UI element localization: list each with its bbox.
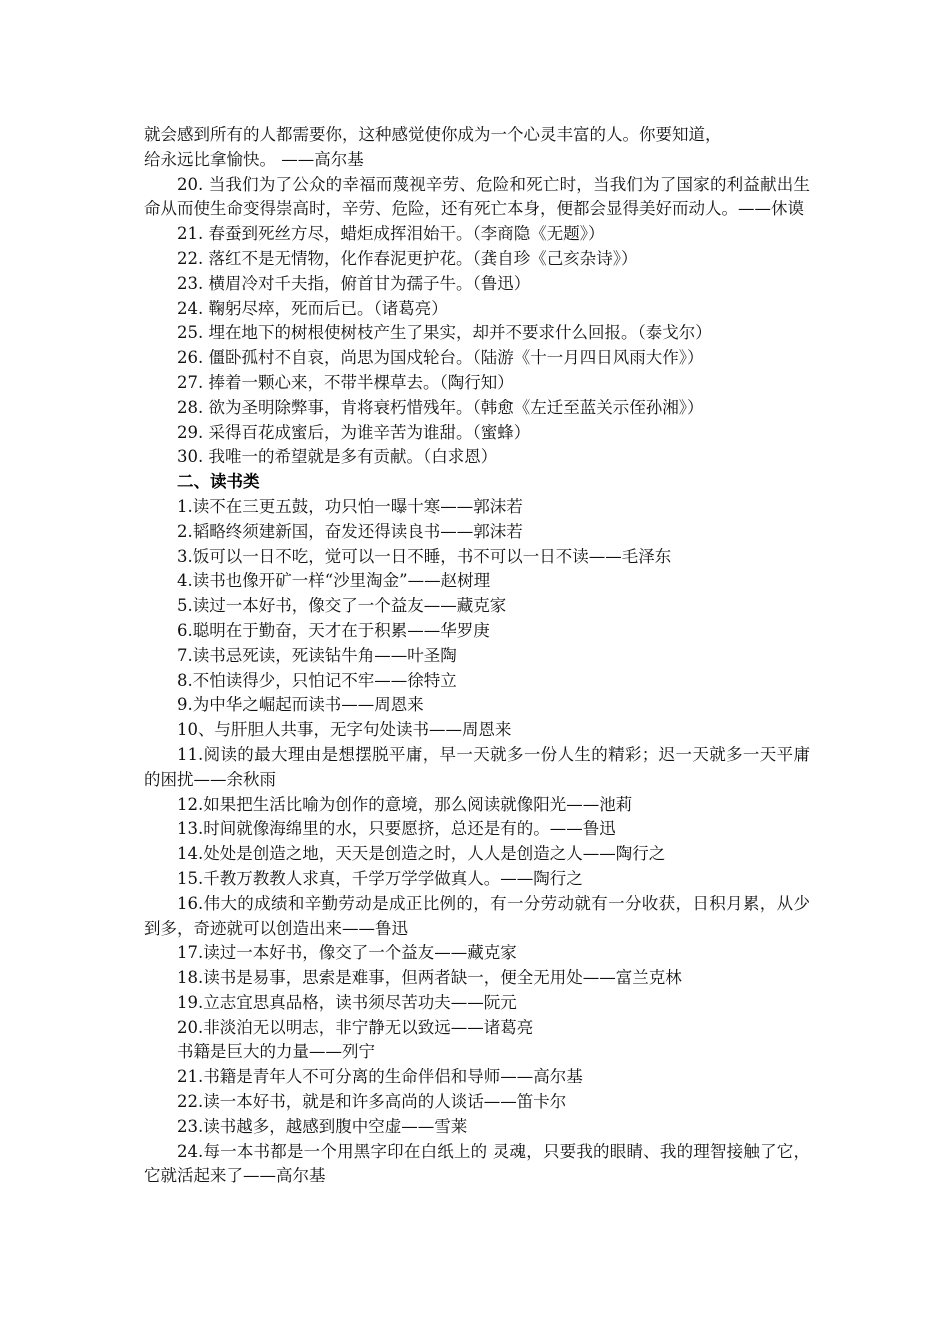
reading-quote-item: 16.伟大的成绩和辛勤劳动是成正比例的，有一分劳动就有一分收获，日积月累，从少到多，奇迹就可以创造出来——鲁迅 [144,893,810,938]
document-body [144,123,810,1189]
reading-quote-item: 8.不怕读得少，只怕记不牢——徐特立 [177,670,457,690]
reading-quote-item: 3.饭可以一日不吃，觉可以一日不睡，书不可以一日不读——毛泽东 [177,546,672,566]
reading-quote-item: 13.时间就像海绵里的水，只要愿挤，总还是有的。——鲁迅 [177,819,616,839]
reading-quote-item: 23.读书越多，越感到腹中空虚——雪莱 [177,1116,468,1136]
reading-quote-item: 21.书籍是青年人不可分离的生命伴侣和导师——高尔基 [177,1067,583,1087]
reading-quote-item: 17.读过一本好书，像交了一个益友——藏克家 [177,943,517,963]
quote-item: 20. 当我们为了公众的幸福而蔑视辛劳、危险和死亡时，当我们为了国家的利益献出生命从而使生命变得崇高时，辛劳、危险，还有死亡本身，便都会显得美好而动人。——休谟 [144,174,810,219]
quote-item: 25. 埋在地下的树根使树枝产生了果实，却并不要求什么回报。（泰戈尔） [177,323,712,343]
quote-item: 27. 捧着一颗心来，不带半棵草去。（陶行知） [177,372,514,392]
section-heading: 二、读书类 [177,472,260,492]
reading-quote-item: 24.每一本书都是一个用黑字印在白纸上的 灵魂，只要我的眼睛、我的理智接触了它，它就活起来了——高尔基 [144,1141,810,1186]
reading-quote-item: 15.千教万教教人求真，千学万学学做真人。——陶行之 [177,868,583,888]
quote-item: 22. 落红不是无情物，化作春泥更护花。（龚自珍《己亥杂诗》） [177,248,638,268]
quote-item: 24. 鞠躬尽瘁，死而后已。（诸葛亮） [177,298,448,318]
reading-quote-item: 14.处处是创造之地，天天是创造之时，人人是创造之人——陶行之 [177,844,666,864]
quote-item: 30. 我唯一的希望就是多有贡献。（白求恩） [177,447,498,467]
reading-quote-item: 6.聪明在于勤奋，天才在于积累——华罗庚 [177,620,490,640]
reading-quote-item: 书籍是巨大的力量——列宁 [177,1042,375,1062]
quote-item: 21. 春蚕到死丝方尽，蜡炬成挥泪始干。（李商隐《无题》） [177,224,605,244]
quote-item: 28. 欲为圣明除弊事，肯将衰朽惜残年。（韩愈《左迁至蓝关示侄孙湘》） [177,397,704,417]
quote-item: 29. 采得百花成蜜后，为谁辛苦为谁甜。（蜜蜂） [177,422,531,442]
reading-quote-item: 20.非淡泊无以明志，非宁静无以致远——诸葛亮 [177,1017,534,1037]
reading-quote-item: 4.读书也像开矿一样“沙里淘金”——赵树理 [177,571,491,591]
intro-line-1: 就会感到所有的人都需要你，这种感觉使你成为一个心灵丰富的人。你要知道， [144,125,722,144]
reading-quote-item: 9.为中华之崛起而读书——周恩来 [177,695,424,715]
intro-line-2: 给永远比拿愉快。 ——高尔基 [144,149,364,169]
reading-quote-item: 2.韬略终须建新国，奋发还得读良书——郭沫若 [177,521,523,541]
quote-item: 26. 僵卧孤村不自哀，尚思为国戍轮台。（陆游《十一月四日风雨大作》） [177,348,704,368]
reading-quote-item: 19.立志宜思真品格，读书须尽苦功夫——阮元 [177,992,517,1012]
reading-quote-item: 7.读书忌死读，死读钻牛角——叶圣陶 [177,645,457,665]
reading-quote-item: 11.阅读的最大理由是想摆脱平庸，早一天就多一份人生的精彩；迟一天就多一天平庸的困扰——余秋雨 [144,744,810,789]
reading-quote-item: 18.读书是易事，思索是难事，但两者缺一，便全无用处——富兰克林 [177,968,682,988]
reading-quote-item: 10、与肝胆人共事，无字句处读书——周恩来 [177,720,512,740]
reading-quote-item: 1.读不在三更五鼓，功只怕一曝十寒——郭沫若 [177,496,523,516]
reading-quote-item: 12.如果把生活比喻为创作的意境，那么阅读就像阳光——池莉 [177,794,633,814]
reading-quote-item: 22.读一本好书，就是和许多高尚的人谈话——笛卡尔 [177,1092,567,1112]
reading-quote-item: 5.读过一本好书，像交了一个益友——藏克家 [177,596,507,616]
quote-item: 23. 横眉冷对千夫指，俯首甘为孺子牛。（鲁迅） [177,273,531,293]
